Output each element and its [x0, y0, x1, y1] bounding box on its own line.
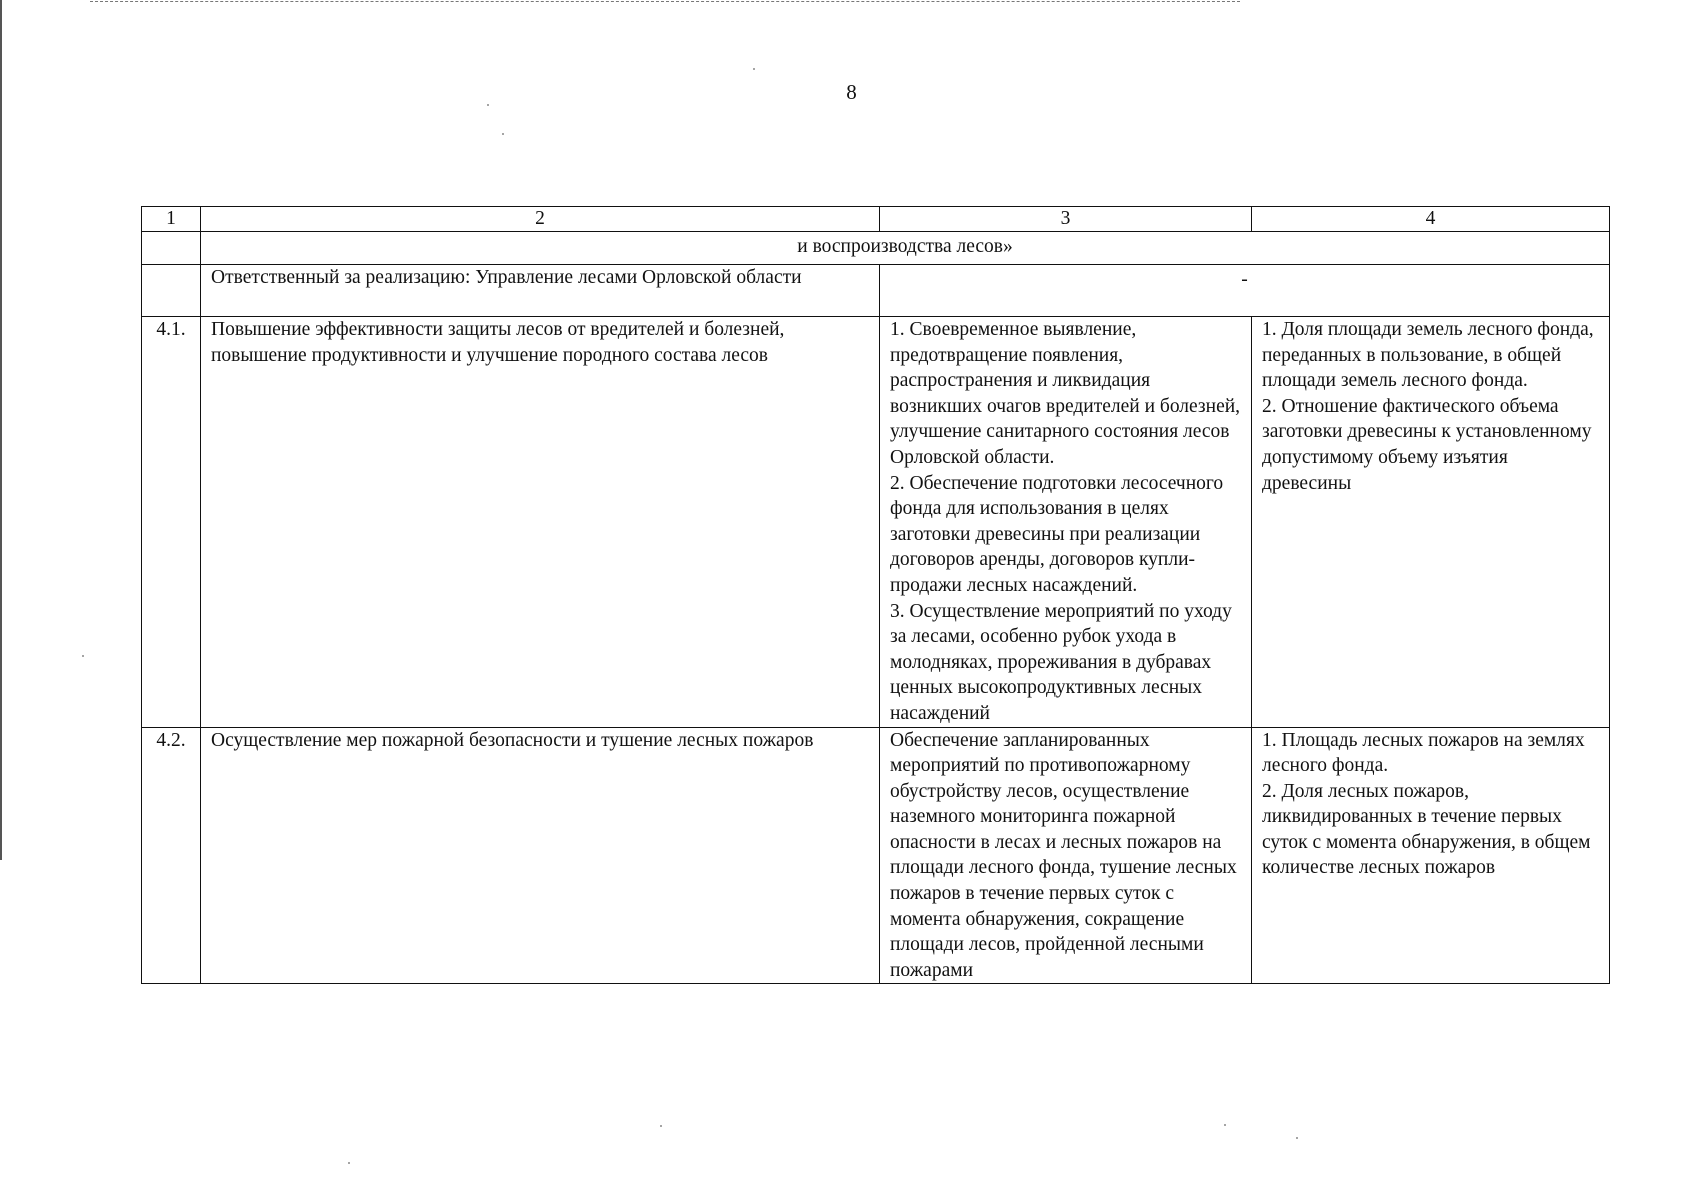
row-task: Осуществление мер пожарной безопасности и тушение лесных пожаров	[201, 727, 880, 984]
empty-cell	[142, 232, 201, 265]
result-item: 3. Осуществление мероприятий по уходу за лесами, особенно рубок ухода в молодняках, прореживания в дубравах ценных высокопродуктивных лесных насаждений	[890, 600, 1232, 724]
page-number: 8	[846, 80, 857, 104]
result-item: Обеспечение запланированных мероприятий по противопожарному обустройству лесов, осуществление наземного мониторинга пожарной опасности в лесах и лесных пожаров на площади лесного фонда, тушение лесных пожаров в течение первых суток с момента обнаружения, сокращение площади лесов, пройденной лесными пожарами	[890, 729, 1237, 981]
result-item: 1. Своевременное выявление, предотвращение появления, распространения и ликвидация возникших очагов вредителей и болезней, улучшение санитарного состояния лесов Орловской области.	[890, 319, 1241, 468]
scan-speck	[348, 1162, 350, 1164]
indicator-item: 1. Площадь лесных пожаров на землях лесного фонда.	[1262, 729, 1585, 777]
scan-speck	[502, 133, 504, 135]
row-indicators	[1252, 317, 1610, 728]
header-col-3: 3	[880, 207, 1252, 232]
header-row	[142, 207, 1610, 232]
row-indicators	[1252, 727, 1610, 984]
responsible-row	[142, 265, 1610, 317]
indicator-item: 2. Доля лесных пожаров, ликвидированных в течение первых суток с момента обнаружения, в общем количестве лесных пожаров	[1262, 780, 1591, 879]
scan-speck	[487, 104, 489, 106]
header-col-2: 2	[201, 207, 880, 232]
header-col-4: 4	[1252, 207, 1610, 232]
empty-cell	[142, 265, 201, 317]
row-results	[880, 727, 1252, 984]
result-item: 2. Обеспечение подготовки лесосечного фонда для использования в целях заготовки древесины при реализации договоров аренды, договоров купли-продажи лесных насаждений.	[890, 472, 1224, 596]
scan-speck	[1296, 1137, 1298, 1139]
scan-speck	[660, 1125, 662, 1127]
scan-speck	[1224, 1124, 1226, 1126]
row-task: Повышение эффективности защиты лесов от вредителей и болезней, повышение продуктивности и улучшение породного состава лесов	[201, 317, 880, 728]
scan-edge	[0, 0, 2, 860]
responsible-value: -	[880, 265, 1610, 317]
section-title-row	[142, 232, 1610, 265]
table-row	[142, 317, 1610, 728]
row-number: 4.2.	[142, 727, 201, 984]
header-col-1: 1	[142, 207, 201, 232]
indicator-item: 1. Доля площади земель лесного фонда, переданных в пользование, в общей площади земель лесного фонда.	[1262, 319, 1594, 392]
table-row	[142, 727, 1610, 984]
indicator-item: 2. Отношение фактического объема заготовки древесины к установленному допустимому объему изъятия древесины	[1262, 395, 1592, 494]
section-title: и воспроизводства лесов»	[201, 232, 1610, 265]
scan-top-line	[90, 1, 1240, 2]
responsible-text: Ответственный за реализацию: Управление лесами Орловской области	[201, 265, 880, 317]
row-results	[880, 317, 1252, 728]
row-number: 4.1.	[142, 317, 201, 728]
scan-speck	[753, 68, 755, 70]
scan-speck	[82, 655, 84, 657]
program-table	[141, 206, 1610, 984]
